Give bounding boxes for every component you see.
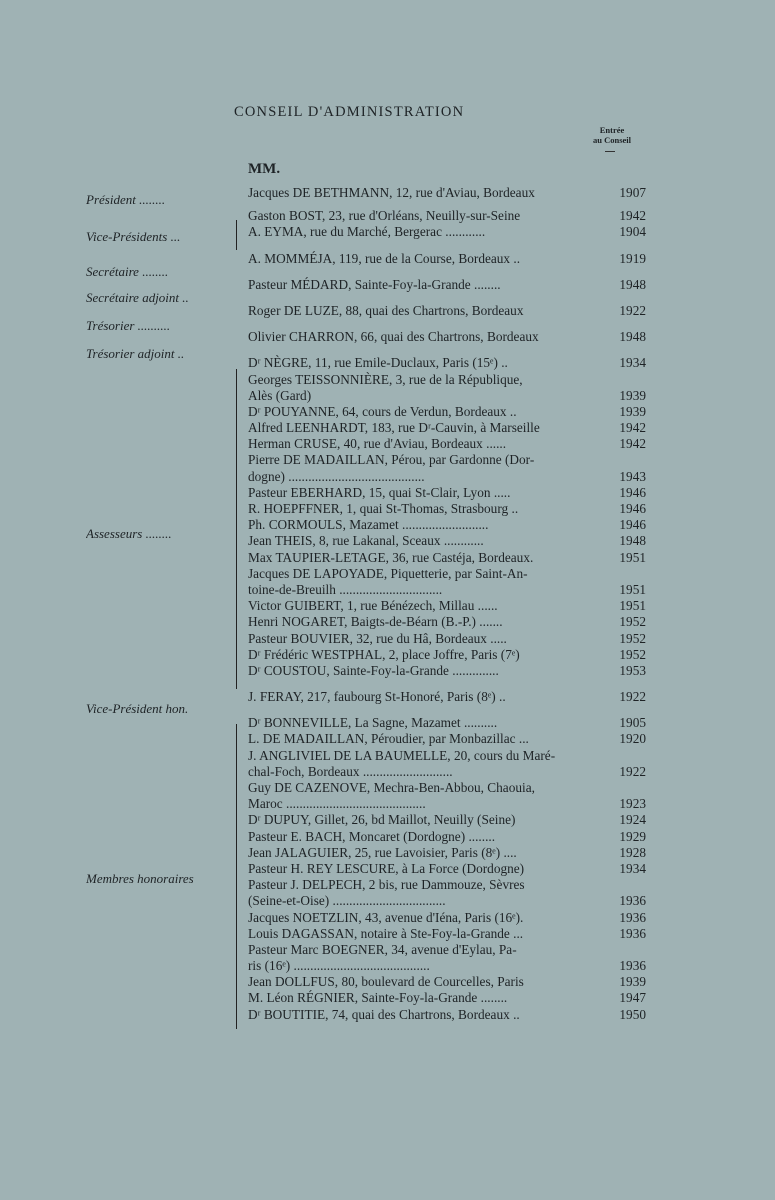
member-entry-text: Jacques DE LAPOYADE, Piquetterie, par Saint-An- (248, 565, 528, 581)
member-entry-text: Pasteur EBERHARD, 15, quai St-Clair, Lyon ..... (248, 484, 511, 500)
member-entry (248, 796, 646, 812)
member-entry-year: 1950 (619, 1006, 646, 1022)
member-entry (248, 501, 646, 517)
member-entry-text: dogne) ......................................... (248, 468, 425, 484)
member-entry (248, 663, 646, 679)
member-entry-year: 1942 (619, 436, 646, 452)
page-title: CONSEIL D'ADMINISTRATION (234, 104, 465, 120)
member-entry (248, 812, 646, 828)
member-entry-text: Pasteur MÉDARD, Sainte-Foy-la-Grande ........ (248, 276, 501, 292)
member-entry-year: 1939 (619, 974, 646, 990)
role-president: Président ........ (86, 192, 166, 207)
member-entry-text: Dʳ Frédéric WESTPHAL, 2, place Joffre, Paris (7ᵉ) (248, 646, 520, 662)
member-entry (248, 647, 646, 663)
member-entry (248, 748, 646, 764)
entry-column-header (582, 125, 642, 145)
member-entry-text: Dʳ NÈGRE, 11, rue Emile-Duclaux, Paris (15ᵉ) .. (248, 355, 508, 371)
section-spacer (248, 319, 646, 329)
member-entry-text: Alfred LEENHARDT, 183, rue Dʳ-Cauvin, à Marseille (248, 420, 540, 436)
section-spacer (248, 293, 646, 303)
bracket-assesseurs (236, 369, 237, 689)
section-spacer (248, 241, 646, 251)
member-entry-text: Olivier CHARRON, 66, quai des Chartrons, Bordeaux (248, 329, 539, 345)
role-membres-honoraires: Membres honoraires (86, 871, 194, 886)
entry-column-label-line2: au Conseil (592, 135, 632, 145)
member-entry (248, 910, 646, 926)
member-entry-text: Pasteur BOUVIER, 32, rue du Hâ, Bordeaux ..... (248, 630, 507, 646)
bracket-membres-honoraires (236, 724, 237, 1029)
member-entry-text: (Seine-et-Oise) .................................. (248, 893, 446, 909)
section-spacer (248, 679, 646, 689)
member-entry (248, 277, 646, 293)
member-entry-text: Jean JALAGUIER, 25, rue Lavoisier, Paris (8ᵉ) .... (248, 844, 517, 860)
member-entry (248, 926, 646, 942)
member-entry-year: 1924 (619, 812, 646, 828)
member-entry-year: 1952 (619, 646, 646, 662)
member-entry-text: M. Léon RÉGNIER, Sainte-Foy-la-Grande ........ (248, 990, 508, 1006)
member-entry-year: 1923 (619, 796, 646, 812)
member-entry (248, 598, 646, 614)
member-entry-text: Jean THEIS, 8, rue Lakanal, Sceaux ............ (248, 533, 484, 549)
member-entry-text: Herman CRUSE, 40, rue d'Aviau, Bordeaux ...... (248, 436, 507, 452)
member-entry (248, 958, 646, 974)
role-secretaire: Secrétaire ........ (86, 264, 169, 279)
member-entry-text: Louis DAGASSAN, notaire à Ste-Foy-la-Grande ... (248, 925, 524, 941)
entry-column-label-line1: Entrée (599, 125, 625, 135)
member-entry (248, 877, 646, 893)
member-entry-year: 1952 (619, 614, 646, 630)
member-entry-text: Jean DOLLFUS, 80, boulevard de Courcelles, Paris (248, 974, 524, 990)
member-entry-text: Gaston BOST, 23, rue d'Orléans, Neuilly-sur-Seine (248, 208, 521, 224)
member-entry-text: Dʳ COUSTOU, Sainte-Foy-la-Grande .............. (248, 662, 499, 678)
member-entry (248, 566, 646, 582)
mm-heading: MM. (248, 161, 281, 177)
member-entry (248, 893, 646, 909)
member-entry-text: L. DE MADAILLAN, Péroudier, par Monbazillac ... (248, 731, 529, 747)
member-entry-text: Pierre DE MADAILLAN, Pérou, par Gardonne (Dor- (248, 452, 535, 468)
member-entry-year: 1939 (619, 387, 646, 403)
member-entry (248, 582, 646, 598)
member-entry (248, 780, 646, 796)
member-entry-year: 1907 (619, 185, 646, 200)
member-entry (248, 533, 646, 549)
member-list (248, 185, 646, 1023)
member-entry (248, 372, 646, 388)
member-entry-text: Georges TEISSONNIÈRE, 3, rue de la République, (248, 371, 523, 387)
member-entry (248, 469, 646, 485)
member-entry-year: 1942 (619, 420, 646, 436)
member-entry-year: 1948 (619, 276, 646, 292)
member-entry-year: 1919 (619, 250, 646, 266)
bracket-vice-presidents (236, 220, 237, 250)
member-entry-text: Pasteur E. BACH, Moncaret (Dordogne) ........ (248, 828, 496, 844)
member-entry (248, 208, 646, 224)
member-entry (248, 329, 646, 345)
role-secretaire-adjoint: Secrétaire adjoint .. (86, 290, 189, 305)
member-entry-text: J. FERAY, 217, faubourg St-Honoré, Paris (8ᵉ) .. (248, 689, 506, 705)
member-entry (248, 550, 646, 566)
member-entry-year: 1952 (619, 630, 646, 646)
member-entry-year: 1936 (619, 925, 646, 941)
member-entry-text: Dʳ DUPUY, Gillet, 26, bd Maillot, Neuilly (Seine) (248, 812, 516, 828)
member-entry-year: 1943 (619, 468, 646, 484)
member-entry-text: chal-Foch, Bordeaux ........................... (248, 763, 453, 779)
member-entry-year: 1946 (619, 517, 646, 533)
role-vice-presidents: Vice-Présidents ... (86, 229, 181, 244)
role-tresorier-adjoint: Trésorier adjoint .. (86, 346, 185, 361)
member-entry-text: Dʳ POUYANNE, 64, cours de Verdun, Bordeaux .. (248, 403, 517, 419)
member-entry (248, 631, 646, 647)
member-entry-text: Max TAUPIER-LETAGE, 36, rue Castéja, Bordeaux. (248, 549, 534, 565)
member-entry-year: 1939 (619, 403, 646, 419)
member-entry-year: 1934 (619, 860, 646, 876)
section-spacer (248, 201, 646, 208)
member-entry-text: J. ANGLIVIEL DE LA BAUMELLE, 20, cours du Maré- (248, 747, 556, 763)
member-entry (248, 452, 646, 468)
member-entry-year: 1946 (619, 484, 646, 500)
member-entry-text: A. MOMMÉJA, 119, rue de la Course, Bordeaux .. (248, 250, 521, 266)
role-vice-president-hon: Vice-Président hon. (86, 701, 189, 716)
member-entry (248, 715, 646, 731)
member-entry (248, 420, 646, 436)
member-entry-text: Roger DE LUZE, 88, quai des Chartrons, Bordeaux (248, 302, 524, 318)
member-entry-year: 1948 (619, 533, 646, 549)
member-entry-text: Jacques NOETZLIN, 43, avenue d'Iéna, Paris (16ᵉ). (248, 909, 524, 925)
member-entry (248, 517, 646, 533)
member-entry (248, 1007, 646, 1023)
member-entry (248, 185, 646, 201)
member-entry-year: 1936 (619, 958, 646, 974)
member-entry-year: 1922 (619, 763, 646, 779)
member-entry-text: ris (16ᵉ) ......................................... (248, 958, 430, 974)
member-entry (248, 689, 646, 705)
member-entry (248, 731, 646, 747)
member-entry (248, 861, 646, 877)
member-entry (248, 388, 646, 404)
member-entry-text: toine-de-Breuilh ............................... (248, 581, 443, 597)
member-entry (248, 303, 646, 319)
member-entry-year: 1922 (619, 302, 646, 318)
member-entry-year: 1942 (619, 208, 646, 224)
member-entry-year: 1929 (619, 828, 646, 844)
member-entry-text: R. HOEPFFNER, 1, quai St-Thomas, Strasbourg .. (248, 501, 519, 516)
member-entry (248, 845, 646, 861)
member-entry-text: A. EYMA, rue du Marché, Bergerac ............ (248, 224, 486, 240)
member-entry-year: 1953 (619, 662, 646, 678)
member-entry-text: Alès (Gard) (248, 387, 312, 403)
member-entry (248, 990, 646, 1006)
member-entry-text: Guy DE CAZENOVE, Mechra-Ben-Abbou, Chaouia, (248, 780, 535, 795)
member-entry (248, 251, 646, 267)
member-entry-text: Maroc .......................................... (248, 796, 426, 812)
section-spacer (248, 267, 646, 277)
member-entry-year: 1904 (619, 224, 646, 240)
section-spacer (248, 345, 646, 355)
member-entry-year: 1928 (619, 844, 646, 860)
member-entry-year: 1936 (619, 909, 646, 925)
member-entry-text: Dʳ BONNEVILLE, La Sagne, Mazamet .......... (248, 715, 498, 731)
member-entry-year: 1946 (619, 501, 646, 516)
member-entry-year: 1947 (619, 990, 646, 1006)
role-assesseurs: Assesseurs ........ (86, 526, 172, 541)
member-entry-year: 1951 (619, 549, 646, 565)
member-entry (248, 436, 646, 452)
member-entry (248, 974, 646, 990)
member-entry (248, 764, 646, 780)
member-entry-year: 1936 (619, 893, 646, 909)
member-entry-year: 1951 (619, 581, 646, 597)
member-entry (248, 355, 646, 371)
member-entry-text: Victor GUIBERT, 1, rue Bénézech, Millau ...... (248, 598, 498, 614)
member-entry-year: 1934 (619, 355, 646, 371)
role-tresorier: Trésorier .......... (86, 318, 171, 333)
member-entry-year: 1905 (619, 715, 646, 731)
member-entry (248, 224, 646, 240)
column-header-rule (605, 151, 615, 152)
member-entry-text: Jacques DE BETHMANN, 12, rue d'Aviau, Bordeaux (248, 185, 535, 200)
member-entry (248, 485, 646, 501)
member-entry (248, 614, 646, 630)
member-entry-text: Pasteur Marc BOEGNER, 34, avenue d'Eylau, Pa- (248, 941, 517, 957)
member-entry-text: Pasteur H. REY LESCURE, à La Force (Dordogne) (248, 860, 525, 876)
member-entry (248, 829, 646, 845)
member-entry-year: 1948 (619, 329, 646, 345)
member-entry (248, 404, 646, 420)
member-entry (248, 942, 646, 958)
member-entry-year: 1922 (619, 689, 646, 705)
member-entry-text: Dʳ BOUTITIE, 74, quai des Chartrons, Bordeaux .. (248, 1006, 520, 1022)
member-entry-year: 1920 (619, 731, 646, 747)
member-entry-text: Pasteur J. DELPECH, 2 bis, rue Dammouze, Sèvres (248, 877, 525, 893)
section-spacer (248, 705, 646, 715)
member-entry-text: Henri NOGARET, Baigts-de-Béarn (B.-P.) ....... (248, 614, 503, 630)
member-entry-text: Ph. CORMOULS, Mazamet .......................... (248, 517, 489, 533)
member-entry-year: 1951 (619, 598, 646, 614)
